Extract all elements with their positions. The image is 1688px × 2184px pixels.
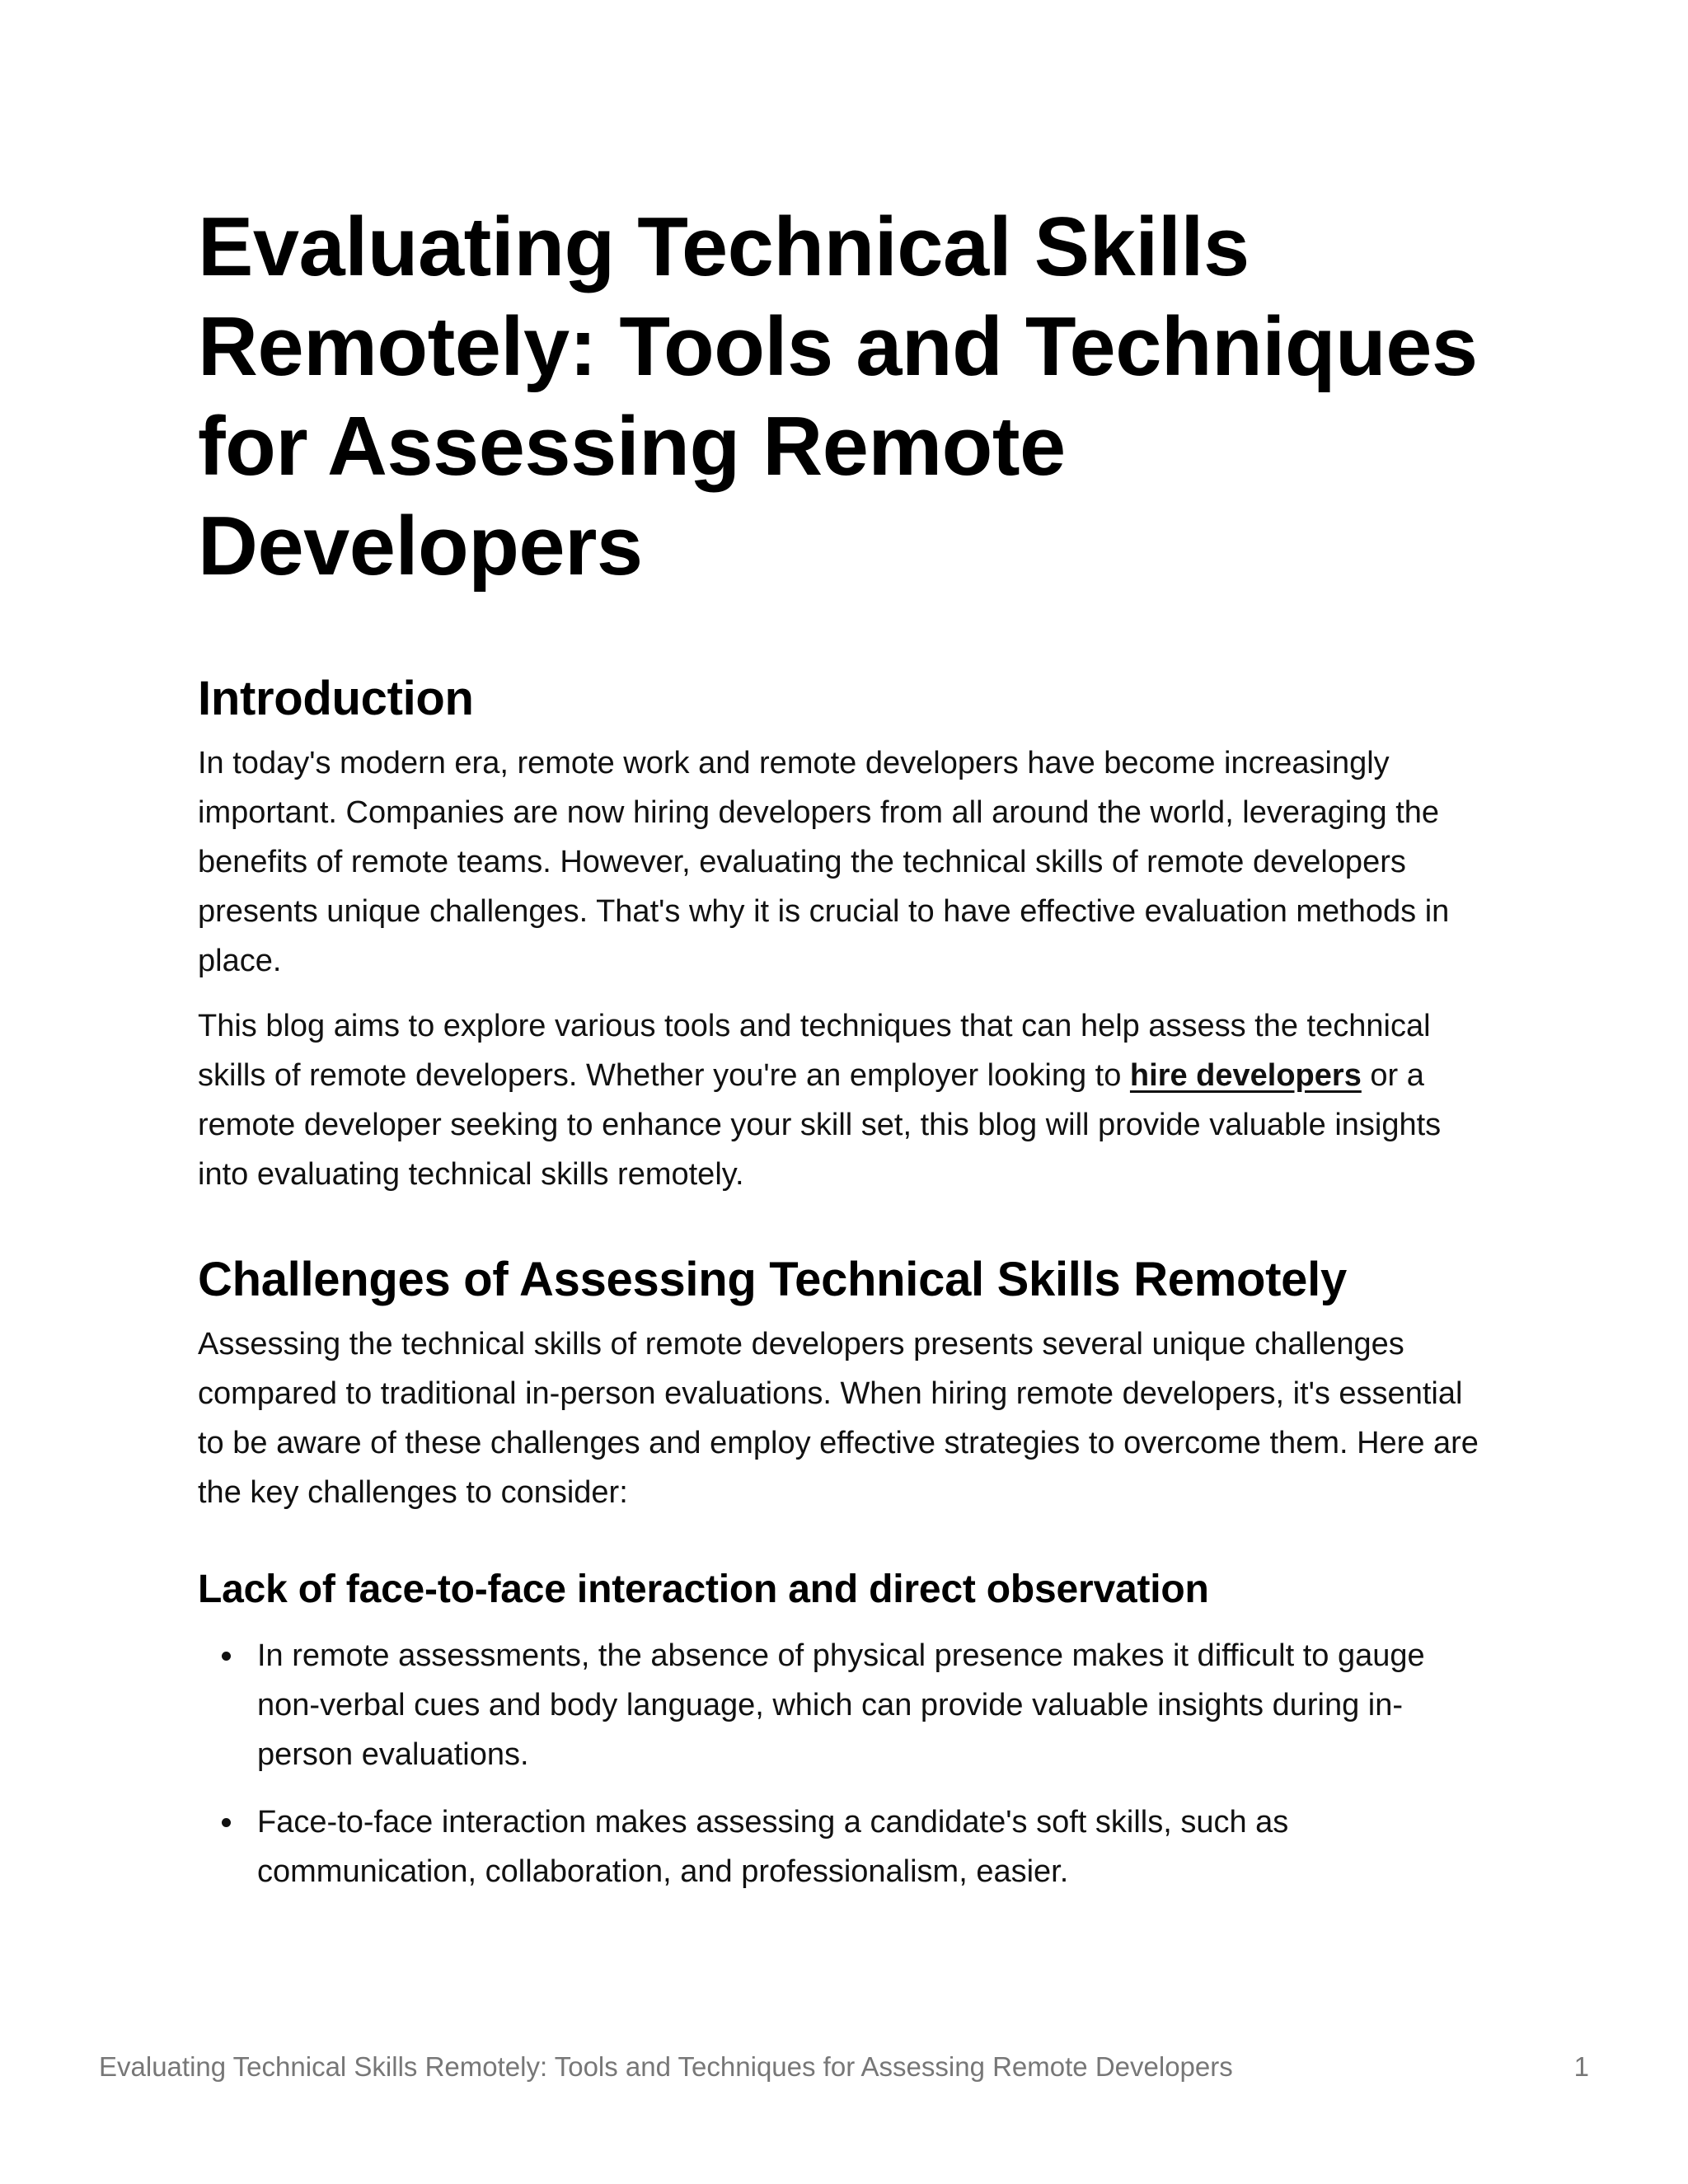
lack-of-interaction-heading: Lack of face-to-face interaction and direct observation [198,1568,1209,1611]
introduction-paragraph-2-text-after: or a remote developer seeking to enhance your skill set, this blog will provide valuable insights into evaluating technical skills remotely. [198,1058,1442,1192]
document-page [198,198,1484,1915]
list-item-text: Face-to-face interaction makes assessing a candidate's soft skills, such as communication, collaboration, and professionalism, easier. [257,1805,1289,1889]
challenges-paragraph: Assessing the technical skills of remote developers presents several unique challenges compared to traditional in-person evaluations. When hiring remote developers, it's essential to be aware of these challenges and employ effective strategies to overcome them. Here are the key challenges to consider: [198,1327,1479,1510]
introduction-paragraph-1: In today's modern era, remote work and remote developers have become increasingly important. Companies are now hiring developers from all around the world, leveraging the benefits of remote teams. However, evaluating the technical skills of remote developers presents unique challenges. That's why it is crucial to have effective evaluation methods in place. [198,746,1450,978]
page-footer [99,2049,1589,2085]
document-title: Evaluating Technical Skills Remotely: Tools and Techniques for Assessing Remote Developers [198,201,1478,593]
list-item [257,1797,1484,1896]
introduction-paragraph-2 [198,1001,1484,1199]
introduction-paragraph-2-text-before: This blog aims to explore various tools and techniques that can help assess the technical skills of remote developers. Whether you're an employer looking to [198,1009,1431,1093]
footer-title: Evaluating Technical Skills Remotely: Tools and Techniques for Assessing Remote Developers [99,2051,1233,2082]
list-item [257,1631,1484,1779]
page-number: 1 [1573,2051,1589,2082]
hire-developers-link[interactable]: hire developers [1129,1058,1362,1093]
list-item-text: In remote assessments, the absence of physical presence makes it difficult to gauge non-verbal cues and body language, which can provide valuable insights during in-person evaluations. [257,1638,1425,1772]
bullet-icon [222,1818,231,1827]
challenges-bullet-list [198,1631,1484,1896]
bullet-icon [222,1652,231,1661]
challenges-heading: Challenges of Assessing Technical Skills Remotely [198,1253,1347,1306]
introduction-heading: Introduction [198,672,474,725]
